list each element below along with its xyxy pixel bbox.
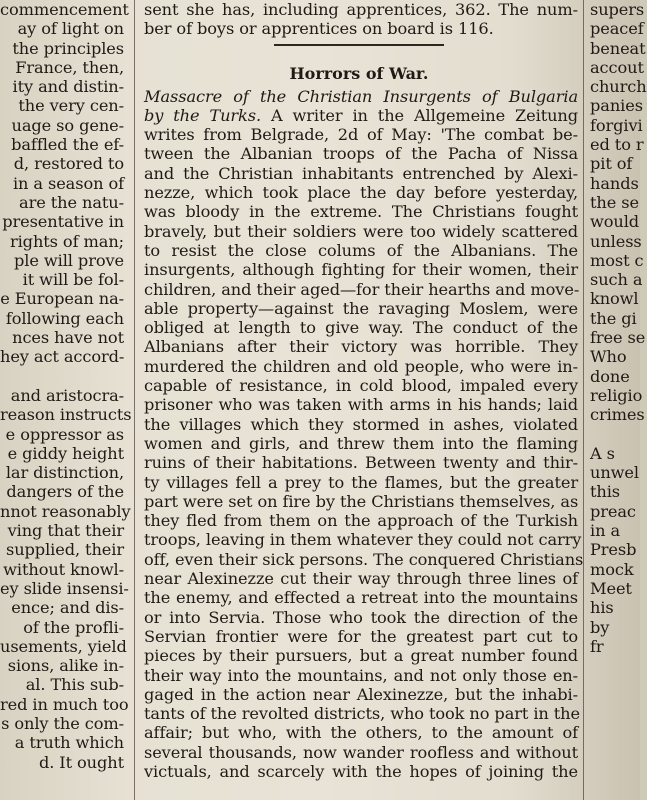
- text-line: baffled the ef-: [11, 135, 124, 155]
- text-line: Meet: [590, 578, 632, 598]
- text-line: presentative in: [2, 212, 124, 232]
- text-line: nezze, which took place the day before yesterday,: [144, 183, 578, 203]
- text-line: prisoner who was taken with arms in his hands; laid: [144, 395, 578, 415]
- prev-article-line: ber of boys or apprentices on board is 116.: [144, 19, 494, 39]
- text-line: his: [590, 598, 614, 618]
- text-line: and aristocra-: [10, 385, 124, 405]
- text-line: the enemy, and effected a retreat into the mountains: [144, 588, 578, 608]
- text-line: France, then,: [15, 57, 124, 77]
- text-line: the gi: [590, 308, 637, 328]
- text-line: usements, yield: [0, 636, 127, 656]
- text-line: women and girls, and threw them into the flaming: [144, 433, 578, 453]
- text-line: Servian frontier were for the greatest part cut to: [144, 626, 578, 646]
- text-line: unless: [590, 231, 642, 251]
- text-line: hands: [590, 173, 639, 193]
- text-line: nces have not: [12, 328, 124, 348]
- text-line: to resist the close colums of the Albanians. The: [144, 240, 578, 260]
- text-line: panies: [590, 96, 643, 116]
- text-line: e giddy height: [7, 443, 124, 463]
- article-first-line: [140, 106, 578, 125]
- text-line: would: [590, 212, 640, 232]
- text-line: insurgents, although fighting for their women, their: [144, 260, 578, 280]
- text-line: writes from Belgrade, 2d of May: 'The combat be-: [144, 125, 578, 145]
- text-line: most c: [590, 250, 644, 270]
- text-line: victuals, and scarcely with the hopes of joining the: [144, 761, 578, 781]
- text-line: the villages which they stormed in ashes, violated: [144, 414, 578, 434]
- text-line: uage so gene-: [11, 115, 124, 135]
- article-subtitle: Massacre of the Christian Insurgents of Bulgaria: [144, 86, 578, 106]
- text-line: ple will prove: [14, 250, 124, 270]
- text-line: able property—against the ravaging Moslem, were: [144, 298, 578, 318]
- text-line: the very cen-: [18, 96, 124, 116]
- text-line: unwel: [590, 463, 639, 483]
- text-line: pit of: [590, 154, 633, 174]
- text-line: several thousands, now wander roofless and without: [144, 742, 578, 762]
- text-line: fr: [590, 636, 604, 656]
- article-column: [140, 0, 584, 781]
- text-line: this: [590, 482, 621, 502]
- article-body: [140, 125, 584, 781]
- article-subtitle-line: [140, 87, 578, 106]
- text-line: lar distinction,: [5, 463, 124, 483]
- text-line: beneat: [590, 38, 646, 58]
- text-line: or into Servia. Those who took the direction of the: [144, 607, 578, 627]
- text-line: sions, alike in-: [7, 656, 124, 676]
- text-line: d. It ought: [38, 752, 124, 772]
- text-line: commencement: [0, 0, 129, 19]
- text-line: such a: [590, 270, 643, 290]
- text-line: ving that their: [7, 521, 124, 541]
- text-line: by: [590, 617, 610, 637]
- text-line: following each: [5, 308, 124, 328]
- text-line: knowl: [590, 289, 639, 309]
- text-line: red in much too: [0, 694, 129, 714]
- text-line: nnot reasonably: [0, 501, 131, 521]
- text-line: al. This sub-: [25, 675, 124, 695]
- text-line: it will be fol-: [22, 270, 124, 290]
- text-line: was bloody in the extreme. The Christians fought: [144, 202, 578, 222]
- article-title: Horrors of War.: [289, 63, 429, 83]
- text-line: ity and distin-: [12, 77, 124, 97]
- text-line: in a: [590, 521, 620, 541]
- text-line: ruins of their habitations. Between twenty and thir-: [144, 453, 578, 473]
- text-line: ay of light on: [17, 19, 124, 39]
- text-line: their way into the mountains, and not only those en-: [144, 665, 578, 685]
- text-line: e European na-: [0, 289, 124, 309]
- text-line: hey act accord-: [0, 347, 125, 367]
- text-line: tants of the revolted districts, who took no part in the: [144, 704, 580, 724]
- text-line: obliged at length to give way. The conduct of the: [144, 318, 578, 338]
- text-line: Who: [590, 347, 627, 367]
- text-line: supplied, their: [6, 540, 124, 560]
- text-line: mock: [590, 559, 634, 579]
- text-line: of the profli-: [23, 617, 124, 637]
- text-line: e oppressor as: [5, 424, 124, 444]
- text-line: they fled from them on the approach of the Turkish: [144, 511, 578, 531]
- text-line: supers: [590, 0, 645, 19]
- text-line: done: [590, 366, 630, 386]
- text-line: free se: [590, 328, 646, 348]
- text-line: ence; and dis-: [11, 598, 124, 618]
- text-line: affair; but who, with the others, to the amount of: [144, 723, 578, 743]
- text-line: Albanians after their victory was horrible. They: [144, 337, 578, 357]
- text-line: bravely, but their soldiers were too widely scattered: [144, 221, 578, 241]
- text-line: church: [590, 77, 647, 97]
- text-line: A s: [590, 443, 615, 463]
- text-line: dangers of the: [6, 482, 124, 502]
- text-line: the se: [590, 192, 639, 212]
- text-line: d, restored to: [13, 154, 124, 174]
- text-line: and the Christian inhabitants entrenched by Alexi-: [144, 163, 578, 183]
- text-line: rights of man;: [9, 231, 124, 251]
- text-line: preac: [590, 501, 636, 521]
- text-line: tween the Albanian troops of the Pacha of Nissa: [144, 144, 578, 164]
- article-subtitle-end: by the Turks.: [144, 105, 262, 125]
- column-rule-right: [583, 0, 584, 800]
- text-line: capable of resistance, in cold blood, impaled every: [144, 376, 578, 396]
- text-line: a truth which: [14, 733, 124, 753]
- text-line: ty villages fell a prey to the flames, but the greater: [144, 472, 578, 492]
- text-line: ed to r: [590, 135, 644, 155]
- text-line: in a season of: [12, 173, 124, 193]
- text-line: Presb: [590, 540, 637, 560]
- column-rule-left: [134, 0, 135, 800]
- prev-article-line: sent she has, including apprentices, 362. The num-: [144, 0, 578, 19]
- text-line: accout: [590, 57, 644, 77]
- text-line: gaged in the action near Alexinezze, but the inhabi-: [144, 684, 578, 704]
- text-line: [0, 367, 128, 386]
- left-column: [0, 0, 132, 772]
- right-column: [588, 0, 647, 656]
- text-line: children, and their aged—for their hearths and move-: [144, 279, 580, 299]
- text-line: crimes: [590, 405, 645, 425]
- article-separator: [274, 44, 444, 46]
- text-line: reason instructs: [0, 405, 132, 425]
- article-text-start: A writer in the Allgemeine Zeitung: [270, 105, 579, 125]
- text-line: forgivi: [590, 115, 643, 135]
- text-line: near Alexinezze cut their way through three lines of: [144, 569, 578, 589]
- text-line: ey slide insensi-: [0, 578, 129, 598]
- text-line: off, even their sick persons. The conquered Christians: [144, 549, 584, 569]
- text-line: the principles: [12, 38, 124, 58]
- text-line: s only the com-: [1, 713, 124, 733]
- text-line: religio: [590, 385, 643, 405]
- text-line: peacef: [590, 19, 644, 39]
- text-line: [588, 425, 640, 444]
- text-line: troops, leaving in them whatever they could not carry: [144, 530, 582, 550]
- text-line: without knowl-: [3, 559, 124, 579]
- text-line: are the natu-: [19, 192, 124, 212]
- text-line: murdered the children and old people, who were in-: [144, 356, 578, 376]
- text-line: part were set on fire by the Christians themselves, as: [144, 491, 579, 511]
- text-line: pieces by their pursuers, but a great number found: [144, 646, 578, 666]
